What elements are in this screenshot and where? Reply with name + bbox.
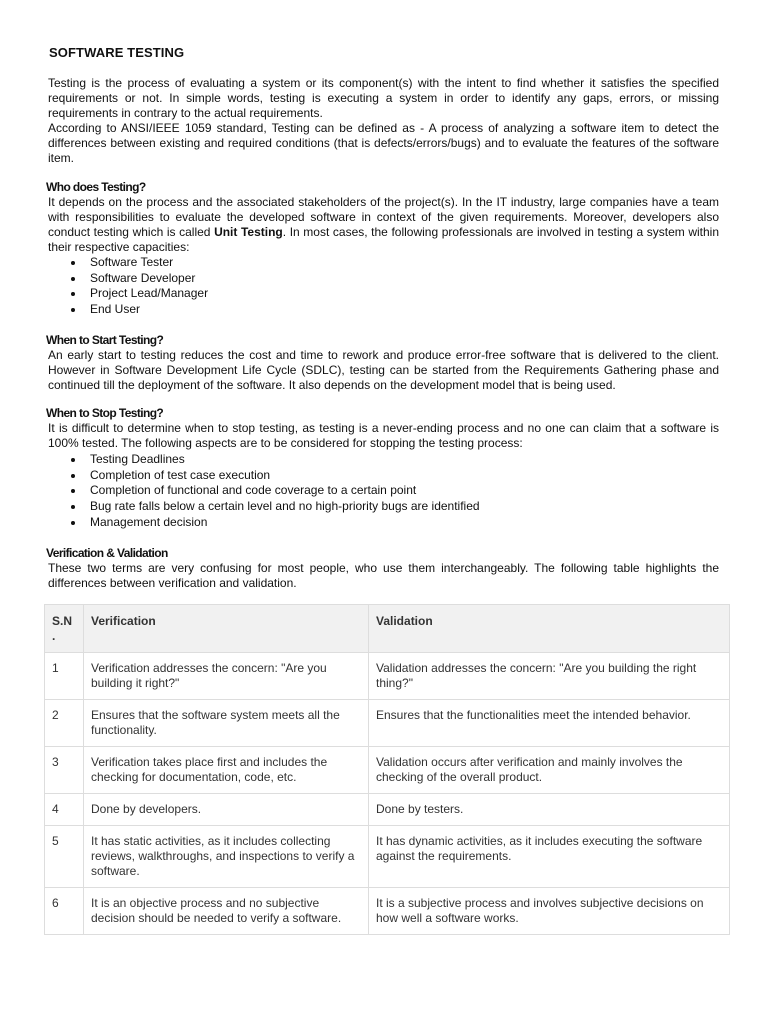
cell-verification: Ensures that the software system meets all the functionality. [84,700,369,747]
document-title: SOFTWARE TESTING [49,45,185,60]
stop-heading: When to Stop Testing? [46,406,164,420]
table-row [45,700,730,747]
stop-list [90,452,480,531]
cell-sn: 4 [45,794,84,826]
list-item: Management decision [90,515,480,531]
header-verification: Verification [84,605,369,653]
list-item: Completion of test case execution [90,468,480,484]
list-item: Testing Deadlines [90,452,480,468]
cell-validation: Ensures that the functionalities meet the intended behavior. [369,700,730,747]
start-paragraph: An early start to testing reduces the cost and time to rework and produce error-free software that is delivered to the client. However in Software Development Life Cycle (SDLC), testing can be started from the Requirements Gathering phase and continued till the deployment of the software. It also depends on the development model that is being used. [48,348,719,392]
table-header-row [45,605,730,653]
cell-sn: 6 [45,888,84,935]
vv-heading: Verification & Validation [46,546,168,560]
cell-verification: Verification takes place first and includes the checking for documentation, code, etc. [84,747,369,794]
list-item: Project Lead/Manager [90,286,209,301]
cell-validation: It is a subjective process and involves subjective decisions on how well a software works. [369,888,730,935]
start-heading: When to Start Testing? [46,333,164,347]
cell-sn: 1 [45,653,84,700]
cell-verification: Verification addresses the concern: "Are you building it right?" [84,653,369,700]
table-row [45,653,730,700]
definition-paragraph: According to ANSI/IEEE 1059 standard, Testing can be defined as - A process of analyzing a software item to detect the differences between existing and required conditions (that is defects/errors/bugs) and to evaluate the features of the software item. [48,121,719,165]
cell-validation: Done by testers. [369,794,730,826]
header-sn: S.N . [45,605,84,653]
stop-paragraph: It is difficult to determine when to stop testing, as testing is a never-ending process and no one can claim that a software is 100% tested. The following aspects are to be considered for stopping the testing process: [48,421,719,450]
cell-sn: 3 [45,747,84,794]
table-row [45,747,730,794]
list-item: Bug rate falls below a certain level and no high-priority bugs are identified [90,499,480,514]
list-item: Software Developer [90,271,208,287]
unit-testing-term: Unit Testing [214,225,283,239]
who-text-after: . In most cases, the following professionals are involved in testing a system within their respective capacities: [48,225,720,254]
list-item: End User [90,302,208,318]
vv-paragraph: These two terms are very confusing for most people, who use them interchangeably. The following table highlights the differences between verification and validation. [48,561,719,590]
cell-validation: Validation occurs after verification and mainly involves the checking of the overall product. [369,747,730,794]
list-item: Completion of functional and code coverage to a certain point [90,483,480,499]
who-text-before: It depends on the process and the associated stakeholders of the project(s). In the IT industry, large companies have a team with responsibilities to evaluate the developed software in context of the given requirements. Moreover, developers also conduct testing which is called [48,195,719,239]
who-heading: Who does Testing? [46,180,146,194]
cell-verification: Done by developers. [84,794,369,826]
cell-verification: It is an objective process and no subjective decision should be needed to verify a software. [84,888,369,935]
header-validation: Validation [369,605,730,653]
who-list [90,255,208,318]
table-row [45,888,730,935]
cell-verification: It has static activities, as it includes collecting reviews, walkthroughs, and inspections to verify a software. [84,826,369,888]
cell-validation: Validation addresses the concern: "Are you building the right thing?" [369,653,730,700]
table-row [45,826,730,888]
cell-sn: 2 [45,700,84,747]
table-row [45,794,730,826]
cell-sn: 5 [45,826,84,888]
who-paragraph [48,195,719,255]
cell-validation: It has dynamic activities, as it includes executing the software against the requirements. [369,826,730,888]
list-item: Software Tester [90,255,208,271]
intro-paragraph: Testing is the process of evaluating a system or its component(s) with the intent to find whether it satisfies the specified requirements or not. In simple words, testing is executing a system in order to identify any gaps, errors, or missing requirements in contrary to the actual requirements. [48,76,719,120]
verification-validation-table [44,604,730,935]
